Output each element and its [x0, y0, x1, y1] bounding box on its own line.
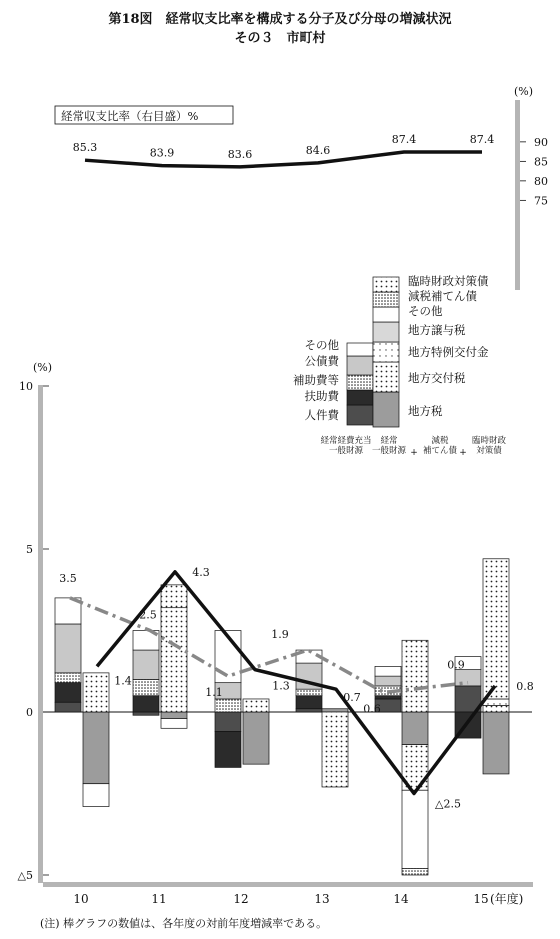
general-resources-label: 3.5	[59, 571, 77, 585]
ratio-change-label: 0.7	[343, 691, 361, 705]
numerator-bar-segment	[296, 689, 322, 696]
denominator-bar-segment	[483, 699, 509, 706]
legend-plus2-header	[472, 435, 507, 456]
numerator-bar-segment	[55, 683, 81, 703]
ratio-value-label: 83.9	[149, 146, 175, 160]
legend-denominator-label: 地方交付税	[408, 371, 466, 385]
ratio-tick-label: 90	[534, 135, 548, 149]
ratio-tick-label: 85	[534, 155, 548, 169]
legend-numerator-swatch	[347, 375, 373, 390]
ratio-value-label: 83.6	[227, 147, 253, 161]
denominator-bar-segment	[83, 784, 109, 807]
general-resources-label: 2.5	[139, 608, 157, 622]
change-tick-label: 10	[19, 380, 33, 393]
numerator-bar-segment	[215, 732, 241, 768]
legend-denominator-swatch	[373, 307, 399, 322]
numerator-bar-segment	[296, 709, 322, 712]
legend-numerator-label: その他	[304, 338, 339, 352]
chart-title: 第18図 経常収支比率を構成する分子及び分母の増減状況	[108, 12, 452, 27]
numerator-bar-segment	[133, 650, 159, 679]
change-tick-label: △5	[17, 869, 33, 882]
denominator-bar-segment	[402, 712, 428, 745]
x-tick-label: 11	[151, 892, 167, 906]
ratio-series	[73, 133, 495, 167]
legend-plus1-header	[423, 435, 458, 456]
legend-denominator-swatch	[373, 322, 399, 342]
legend-denominator-label: 地方税	[408, 404, 443, 418]
ratio-change-label: 1.4	[114, 674, 132, 688]
numerator-bar-segment	[55, 624, 81, 673]
change-chart	[18, 361, 534, 906]
denominator-bar-segment	[83, 673, 109, 712]
legend-denominator-label: 臨時財政対策債	[408, 274, 489, 288]
numerator-bar-segment	[296, 696, 322, 709]
x-axis-bar	[43, 882, 533, 887]
legend-plus1-header-line2: 補てん債	[422, 446, 458, 456]
ratio-axis-unit: (%)	[514, 85, 534, 98]
numerator-bar-segment	[375, 696, 401, 699]
ratio-line	[85, 152, 482, 167]
ratio-value-label: 85.3	[72, 141, 98, 155]
denominator-bar-segment	[322, 712, 348, 787]
ratio-tick-label: 80	[534, 174, 548, 188]
denominator-bar-segment	[402, 790, 428, 868]
legend-plus2-header-line2: 対策債	[476, 446, 502, 456]
denominator-bar-segment	[322, 709, 348, 712]
legend-plus-sign: +	[459, 448, 467, 458]
legend-left-header	[320, 435, 371, 456]
legend-right-header-line2: 一般財源	[371, 446, 407, 456]
x-tick-label: 14	[393, 892, 409, 906]
ratio-legend-label: 経常収支比率（右目盛）%	[61, 109, 199, 123]
legend-denominator-swatch	[373, 342, 399, 362]
legend-left-header-line1: 経常経費充当	[320, 436, 372, 446]
legend-plus1-header-line1: 減税	[431, 436, 449, 446]
legend-denominator-label: その他	[408, 304, 443, 318]
numerator-bar-segment	[55, 702, 81, 712]
numerator-bar-segment	[375, 666, 401, 676]
legend-numerator-label: 人件費	[304, 408, 339, 422]
ratio-axis-bar	[515, 100, 520, 290]
denominator-bar-segment	[483, 712, 509, 774]
legend-denominator-swatch	[373, 362, 399, 392]
ratio-change-label: 0.8	[516, 679, 534, 693]
general-resources-label: 1.9	[271, 628, 289, 642]
denominator-bar-segment	[243, 699, 269, 712]
numerator-bar-segment	[133, 679, 159, 695]
denominator-bar-segment	[161, 608, 187, 712]
legend-plus2-header-line1: 臨時財政	[471, 436, 507, 446]
chart-subtitle: その３ 市町村	[234, 31, 326, 46]
legend-numerator-label: 公債費	[304, 354, 339, 368]
denominator-bar-segment	[483, 559, 509, 699]
denominator-bar-segment	[243, 712, 269, 764]
denominator-bar-segment	[83, 712, 109, 784]
change-axis-ticks	[18, 380, 49, 882]
x-tick-label: 12	[233, 892, 249, 906]
denominator-bar-segment	[161, 712, 187, 719]
legend-denominator-label: 減税補てん債	[408, 289, 477, 303]
denominator-bar-segment	[161, 585, 187, 608]
x-tick-label: 10	[73, 892, 89, 906]
bar-legend	[293, 274, 506, 458]
change-axis-bar	[38, 385, 43, 883]
legend-right-header-line1: 経常	[380, 436, 398, 446]
numerator-bar-segment	[55, 673, 81, 683]
legend-numerator-label: 扶助費	[304, 389, 339, 403]
numerator-bar-segment	[215, 712, 241, 732]
legend-left-header-line2: 一般財源	[328, 446, 364, 456]
legend-denominator-swatch	[373, 277, 399, 292]
legend-numerator-label: 補助費等	[293, 373, 339, 387]
change-axis-unit: (%)	[33, 361, 53, 374]
legend-denominator-swatch	[373, 292, 399, 307]
ratio-change-label: 1.3	[272, 679, 290, 693]
x-axis-labels	[73, 892, 488, 906]
legend-numerator-swatch	[347, 405, 373, 425]
ratio-tick-label: 75	[534, 194, 548, 208]
general-resources-label: 0.6	[363, 702, 381, 716]
change-tick-label: 5	[26, 543, 33, 556]
change-tick-label: 0	[26, 706, 33, 719]
denominator-bar-segment	[402, 640, 428, 712]
x-axis-title: (年度)	[490, 892, 524, 906]
legend-numerator-swatch	[347, 356, 373, 375]
ratio-value-label: 87.4	[469, 133, 495, 146]
bar-groups	[55, 559, 509, 875]
ratio-change-label: △2.5	[435, 797, 461, 811]
denominator-bar-segment	[161, 719, 187, 729]
legend-right-header	[372, 435, 407, 456]
numerator-bar-segment	[133, 712, 159, 715]
x-tick-label: 15	[473, 892, 489, 906]
numerator-bar-segment	[215, 699, 241, 712]
general-resources-label: 0.9	[447, 658, 465, 672]
legend-numerator-swatch	[347, 390, 373, 405]
numerator-bar-segment	[133, 696, 159, 712]
denominator-bar-segment	[483, 705, 509, 712]
legend-numerator-swatch	[347, 343, 373, 356]
ratio-change-label: 4.3	[192, 565, 210, 579]
ratio-axis-ticks	[520, 136, 548, 208]
legend-denominator-label: 地方特例交付金	[408, 345, 489, 359]
numerator-bar-segment	[375, 676, 401, 686]
legend-denominator-label: 地方譲与税	[408, 323, 466, 337]
footnote: (注) 棒グラフの数値は、各年度の対前年度増減率である。	[40, 917, 328, 930]
general-resources-label: 1.1	[205, 686, 223, 700]
legend-plus-sign: +	[410, 448, 418, 458]
denominator-bar-segment	[402, 868, 428, 875]
ratio-chart	[55, 85, 548, 290]
ratio-value-label: 87.4	[391, 133, 417, 146]
x-tick-label: 13	[314, 892, 330, 906]
ratio-value-label: 84.6	[305, 143, 331, 157]
legend-denominator-swatch	[373, 392, 399, 427]
